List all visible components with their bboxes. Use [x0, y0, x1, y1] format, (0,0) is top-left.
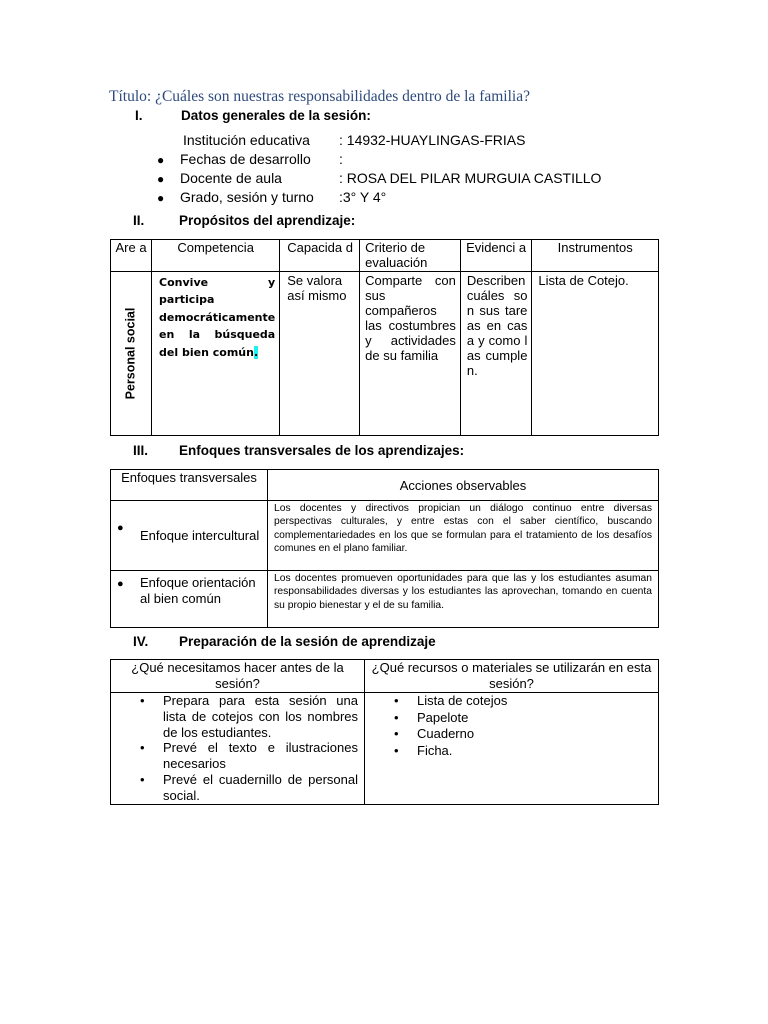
- preparation-table: [110, 659, 659, 805]
- list-item: • Papelote: [365, 710, 658, 727]
- header-capacidad: Capacida d: [280, 240, 360, 272]
- competencia-text: Convive y participa democráticamente en la búsqueda del bien común: [159, 276, 276, 359]
- section-number: IV.: [133, 634, 149, 649]
- table-row: [111, 272, 659, 436]
- list-item: • Prevé el cuadernillo de personal social.: [111, 772, 358, 804]
- section-number: II.: [133, 213, 145, 228]
- list-item: • Lista de cotejos: [365, 693, 658, 710]
- accion-cell: Los docentes y directivos propician un diálogo continuo entre diversas perspectivas culturales, y entre estas con el saber científico, buscando complementariedades en los que se formulan para el tratamiento de los desafíos comunes en el plano familiar.: [268, 501, 659, 571]
- antes-cell: [111, 693, 365, 805]
- general-value: : 14932-HUAYLINGAS-FRIAS: [339, 132, 526, 148]
- general-value: :: [339, 151, 343, 167]
- table-header-row: [111, 660, 659, 693]
- enfoque-label: Enfoque intercultural: [140, 527, 260, 543]
- general-label: Grado, sesión y turno: [180, 189, 314, 205]
- bullet-icon: ●: [117, 522, 124, 534]
- list-item: • Prepara para esta sesión una lista de cotejos con los nombres de los estudiantes.: [111, 693, 358, 740]
- purposes-table: [110, 239, 659, 436]
- section-heading-2: [133, 213, 533, 231]
- section-heading-3: [133, 443, 633, 461]
- bullet-icon: ●: [157, 153, 165, 167]
- competencia-cell: [152, 272, 280, 436]
- capacidad-cell: Se valora así mismo: [280, 272, 360, 436]
- evidencia-cell: Describen cuáles son sus tareas en casa y como las cumplen.: [460, 272, 532, 436]
- enfoque-cell: [111, 571, 268, 628]
- document-title: Título: ¿Cuáles son nuestras responsabilidades dentro de la familia?: [109, 88, 530, 105]
- list-item: • Prevé el texto e ilustraciones necesarios: [111, 740, 358, 772]
- section-number: I.: [135, 108, 143, 123]
- header-criterio: Criterio de evaluación: [360, 240, 461, 272]
- enfoque-cell: [111, 501, 268, 571]
- section-number: III.: [133, 443, 149, 458]
- header-antes: ¿Qué necesitamos hacer antes de la sesión?: [111, 660, 365, 693]
- table-header-row: [111, 240, 659, 272]
- section-heading-4: [133, 634, 633, 652]
- area-cell: [111, 272, 152, 436]
- header-instrumentos: Instrumentos: [532, 240, 659, 272]
- list-item: • Cuaderno: [365, 726, 658, 743]
- criterio-cell: Comparte con sus compañeros las costumbres y actividades de su familia: [360, 272, 461, 436]
- header-recursos: ¿Qué recursos o materiales se utilizarán en esta sesión?: [365, 660, 659, 693]
- section-title: Enfoques transversales de los aprendizajes:: [179, 443, 465, 458]
- enfoque-label: Enfoque orientación al bien común: [140, 575, 256, 606]
- highlight-mark: .: [253, 345, 259, 359]
- general-label: Institución educativa: [183, 132, 310, 148]
- transversal-table: [110, 469, 659, 628]
- bullet-icon: ●: [157, 172, 165, 186]
- recursos-list: [365, 693, 658, 759]
- table-row: [111, 501, 659, 571]
- section-title: Propósitos del aprendizaje:: [179, 213, 356, 228]
- list-item: • Ficha.: [365, 743, 658, 760]
- bullet-icon: ●: [117, 578, 124, 590]
- general-label: Docente de aula: [180, 170, 282, 186]
- bullet-icon: ●: [157, 191, 165, 205]
- header-competencia: Competencia: [152, 240, 280, 272]
- table-header-row: [111, 470, 659, 501]
- table-row: [111, 693, 659, 805]
- area-label: Personal social: [123, 307, 138, 400]
- table-row: [111, 571, 659, 628]
- general-value: :3° Y 4°: [339, 189, 387, 205]
- general-value: : ROSA DEL PILAR MURGUIA CASTILLO: [339, 170, 602, 186]
- header-evidencia: Evidenci a: [460, 240, 532, 272]
- header-acciones: Acciones observables: [268, 470, 659, 501]
- section-title: Preparación de la sesión de aprendizaje: [179, 634, 436, 649]
- accion-cell: Los docentes promueven oportunidades para que las y los estudiantes asuman responsabilidades diversas y los estudiantes las aprovechan, tomando en cuenta su propio bienestar y el de su familia.: [268, 571, 659, 628]
- header-enfoques: Enfoques transversales: [111, 470, 268, 501]
- section-heading-1: [135, 108, 535, 126]
- section-title: Datos generales de la sesión:: [181, 108, 371, 123]
- recursos-cell: [365, 693, 659, 805]
- header-area: Are a: [111, 240, 152, 272]
- antes-list: [111, 693, 358, 804]
- instrumentos-cell: Lista de Cotejo.: [532, 272, 659, 436]
- general-label: Fechas de desarrollo: [180, 151, 311, 167]
